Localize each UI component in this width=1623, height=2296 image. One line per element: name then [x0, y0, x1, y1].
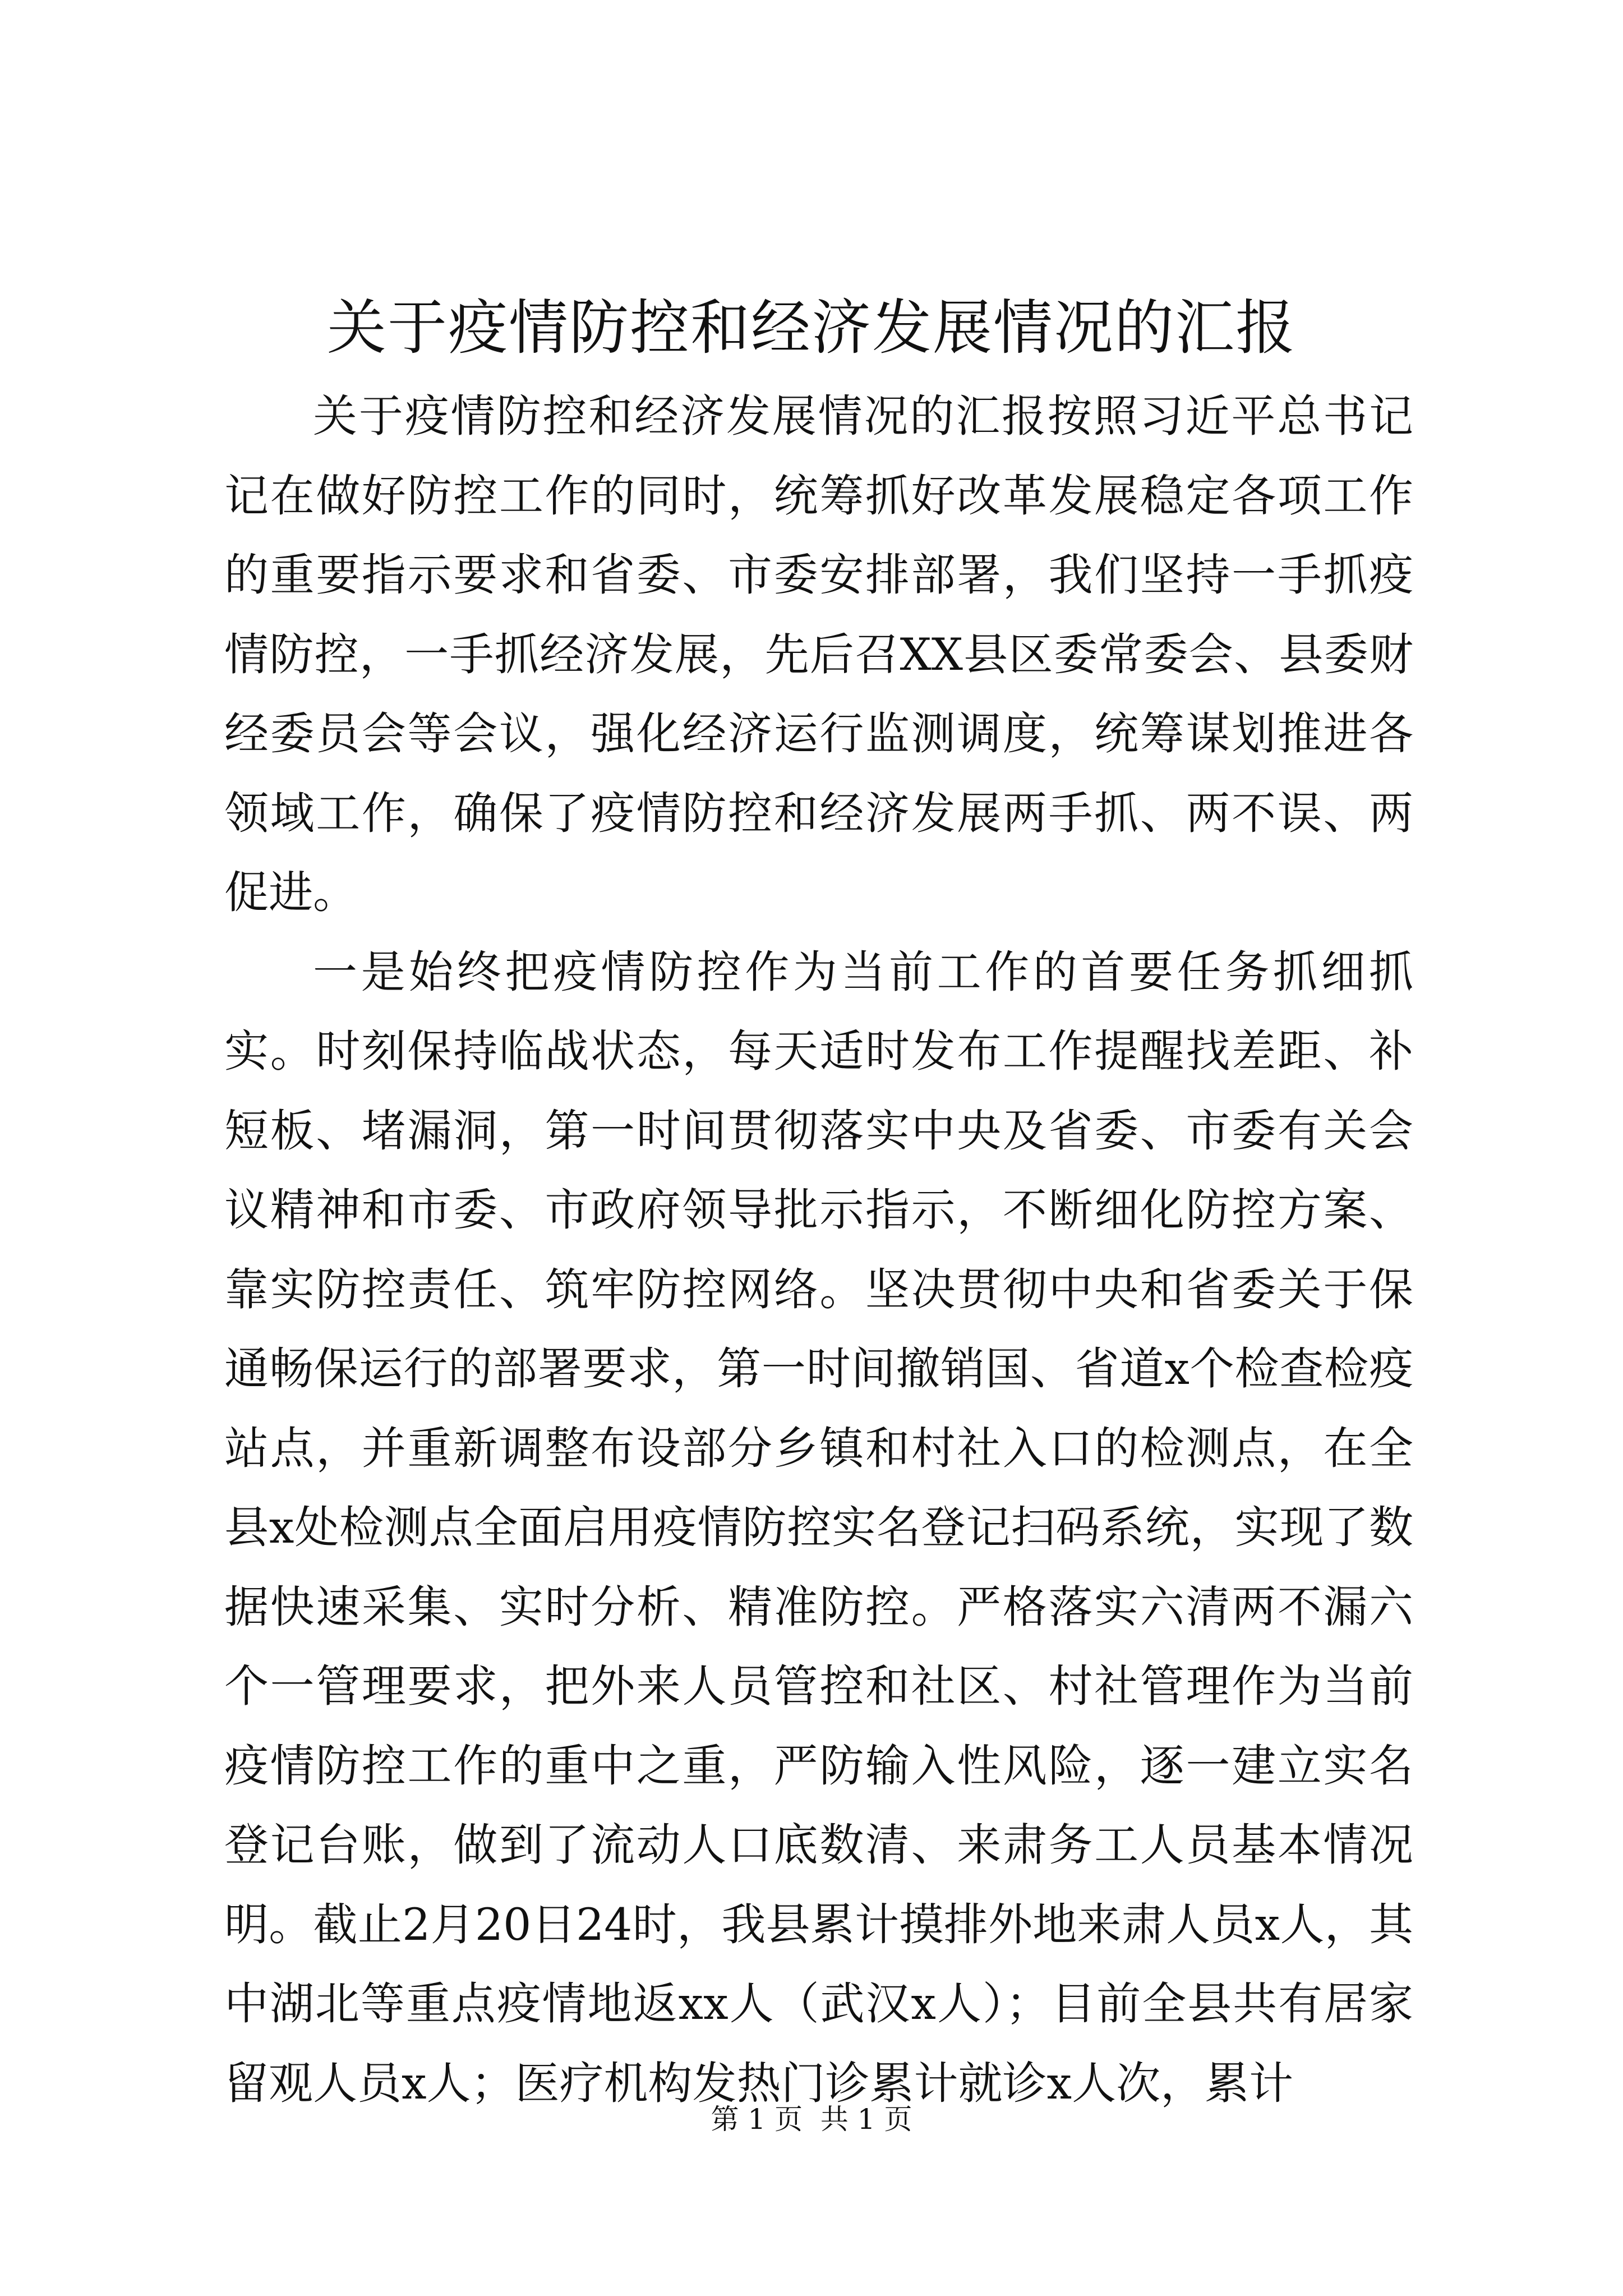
page-footer — [0, 2100, 1623, 2139]
document-body — [224, 377, 1413, 2123]
document-title: 关于疫情防控和经济发展情况的汇报 — [327, 293, 1296, 362]
paragraph-intro: 关于疫情防控和经济发展情况的汇报按照习近平总书记记在做好防控工作的同时，统筹抓好改革发展稳定各项工作的重要指示要求和省委、市委安排部署，我们坚持一手抓疫情防控，一手抓经济发展，先后召XX县区委常委会、县委财经委员会等会议，强化经济运行监测调度，统筹谋划推进各领域工作，确保了疫情防控和经济发展两手抓、两不误、两促进。 — [224, 390, 1413, 918]
paragraph-epidemic-control: 一是始终把疫情防控作为当前工作的首要任务抓细抓实。时刻保持临战状态，每天适时发布工作提醒找差距、补短板、堵漏洞，第一时间贯彻落实中央及省委、市委有关会议精神和市委、市政府领导批示指示，不断细化防控方案、靠实防控责任、筑牢防控网络。坚决贯彻中央和省委关于保通畅保运行的部署要求，第一时间撤销国、省道x个检查检疫站点，并重新调整布设部分乡镇和村社入口的检测点，在全县x处检测点全面启用疫情防控实名登记扫码系统，实现了数据快速采集、实时分析、精准防控。严格落实六清两不漏六个一管理要求，把外来人员管控和社区、村社管理作为当前疫情防控工作的重中之重，严防输入性风险，逐一建立实名登记台账，做到了流动人口底数清、来肃务工人员基本情况明。截止2月20日24时，我县累计摸排外地来肃人员x人，其中湖北等重点疫情地返xx人（武汉x人）；目前全县共有居家留观人员x人；医疗机构发热门诊累计就诊x人次，累计 — [224, 946, 1413, 2109]
page-number-label: 第 1 页 共 1 页 — [711, 2103, 912, 2136]
